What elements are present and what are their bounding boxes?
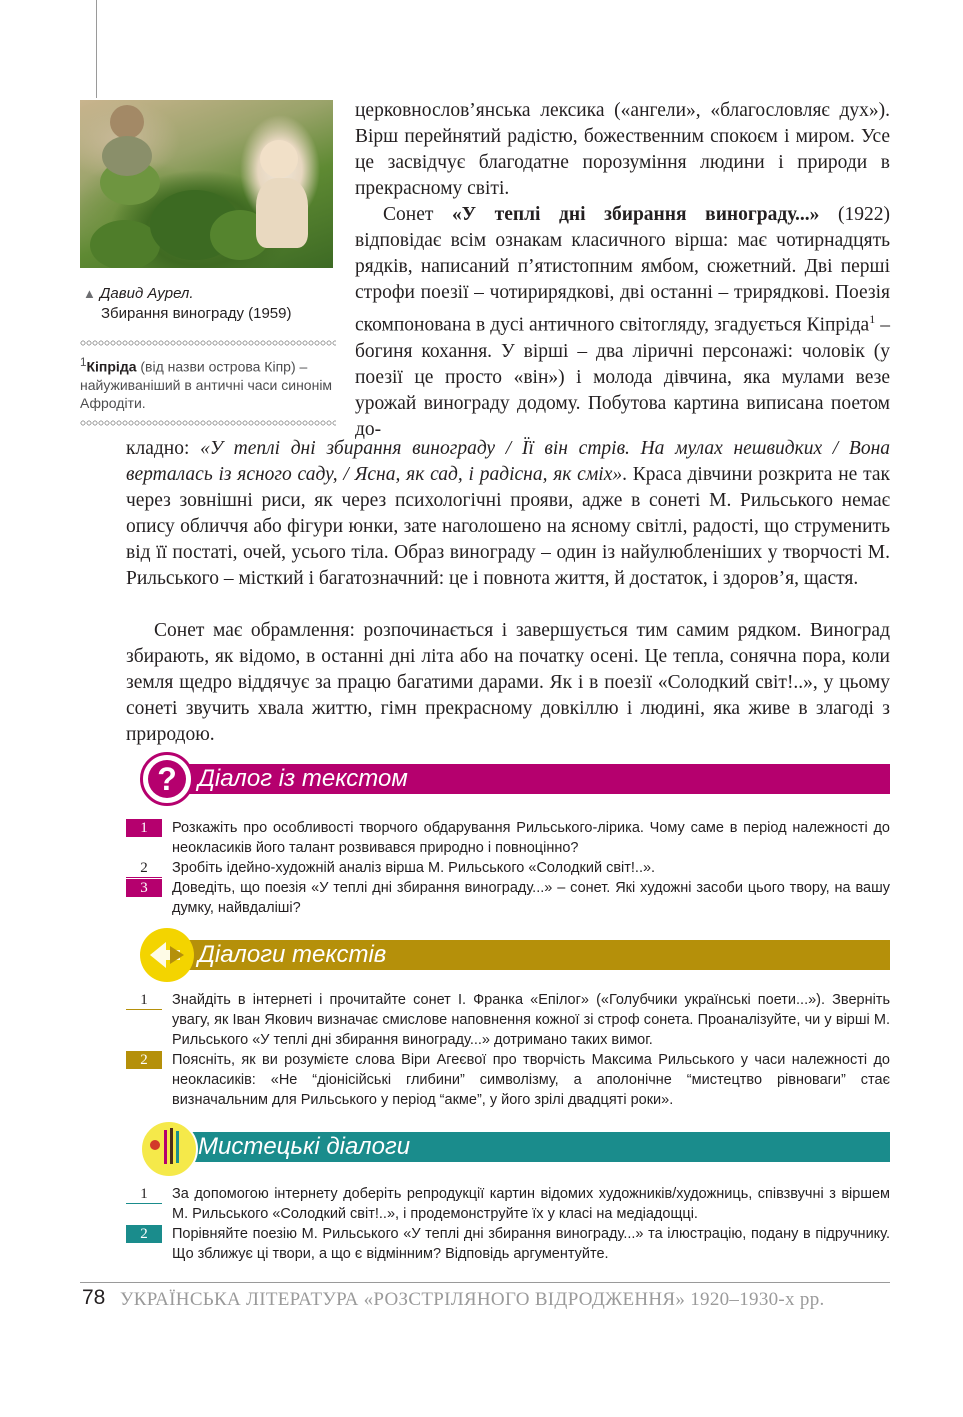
question-text: Поясніть, як ви розумієте слова Віри Агеєвої про творчість Максима Рильського у часи належності до неокласиків: «Не “діонісійські глибини” символізму, а аполонічне “мистецтво рівноваги” стає визначальним для Рильського у період “акме”, у його зрілі двадцяті роки». bbox=[172, 1052, 890, 1108]
illustration-caption bbox=[83, 284, 343, 324]
paragraph-3 bbox=[126, 436, 890, 592]
question-item bbox=[126, 818, 890, 858]
section-title: Діалог із текстом bbox=[198, 765, 408, 792]
margin-rule bbox=[96, 0, 97, 98]
question-mark-icon: ? bbox=[140, 752, 194, 806]
paragraph-2 bbox=[355, 202, 890, 443]
running-title: УКРАЇНСЬКА ЛІТЕРАТУРА «РОЗСТРІЛЯНОГО ВІДРОДЖЕННЯ» 1920–1930-х рр. bbox=[120, 1289, 825, 1310]
question-list-1 bbox=[126, 818, 890, 918]
caption-author: Давид Аурел. bbox=[99, 285, 194, 302]
p3-text-b: . Краса дівчини розкрита не так через зовнішні риси, як через психологічні прояви, адже в сонеті М. Рильського немає опису обличчя або фігури юнки, зате наголошено на ясному світлі, радості, що струменить від її постаті, очей, усього тіла. Образ винограду – один із найулюбленіших у творчості М. Рильського – місткий і багатозначний: це і повнота життя, й достаток, і здоров’я, щастя. bbox=[126, 464, 890, 589]
question-text: Зробіть ідейно-художній аналіз вірша М. Рильського «Солодкий світ!..». bbox=[172, 860, 656, 876]
p2-text-a: Сонет bbox=[383, 204, 452, 225]
triangle-up-icon: ▲ bbox=[83, 286, 96, 301]
question-text: Знайдіть в інтернеті і прочитайте сонет І. Франка «Епілог» («Голубчики українські поети...»). Зверніть увагу, як Іван Якович визначає смислове наповнення кожної зі строф сонета. Проаналізуйте, чи у вірші М. Рильського «У теплі дні збирання винограду...» дотримано таких вимог. bbox=[172, 992, 890, 1048]
question-item bbox=[126, 990, 890, 1050]
p2-text-c: – богиня кохання. У вірші – два ліричні персонажі: чоловік (у поезії це просто «він») і молода дівчина, яка мулами везе урожай винограду додому. Побутова картина виписана поетом до- bbox=[355, 314, 890, 440]
question-text: За допомогою інтернету доберіть репродукції картин відомих художників/художниць, співзвучні з віршем М. Рильського «Солодкий світ!..», і продемонструйте їх у класі на медіадощці. bbox=[172, 1186, 890, 1222]
question-item bbox=[126, 858, 890, 878]
arrows-exchange-icon bbox=[140, 928, 194, 982]
question-number: 1 bbox=[126, 819, 162, 837]
question-number: 1 bbox=[126, 991, 162, 1010]
question-item bbox=[126, 1184, 890, 1224]
painting-image bbox=[80, 100, 333, 268]
footnote bbox=[80, 354, 342, 412]
section-dialog-with-text bbox=[128, 761, 890, 797]
paragraph-4: Сонет має обрамлення: розпочинається і завершується тим самим рядком. Виноград збирають, як відомо, в останні дні літа або на початку осені. Це тепла, сонячна пора, коли земля щедро віддячує за працю багатими дарами. Як і в поезії «Солодкий світ!..», у цьому сонеті звучить хвала життю, гімн прекрасному довкіллю і людині, яка живе в злагоді з природою. bbox=[126, 620, 890, 745]
footnote-ref: 1 bbox=[869, 312, 876, 326]
p2-text-b: (1922) відповідає всім ознакам класичного вірша: має чотирнадцять рядків, написаний п’ятистопним ямбом, сюжетний. Дві перші строфи поезії – чотирирядкові, дві останні – трирядкові. Поезія скомпонована в дусі античного світогляду, згадується Кіпріда bbox=[355, 204, 890, 336]
footnote-border-top bbox=[80, 340, 336, 346]
caption-title: Збирання винограду (1959) bbox=[101, 305, 292, 322]
page-number: 78 bbox=[82, 1286, 106, 1309]
question-number: 2 bbox=[126, 1051, 162, 1069]
section-dialogs-of-texts bbox=[128, 940, 890, 970]
footnote-mark: 1 bbox=[80, 356, 87, 369]
footnote-border-bottom bbox=[80, 420, 336, 426]
question-item bbox=[126, 878, 890, 918]
section-art-dialogs bbox=[128, 1132, 890, 1162]
question-item bbox=[126, 1224, 890, 1264]
footer-rule bbox=[80, 1282, 890, 1283]
sonnet-title: «У теплі дні збирання винограду...» bbox=[451, 204, 820, 225]
question-item bbox=[126, 1050, 890, 1110]
question-number: 1 bbox=[126, 1185, 162, 1204]
question-text: Розкажіть про особливості творчого обдарування Рильського-лірика. Чому саме в період належності до неокласиків його талант розвивався природно і повноцінно? bbox=[172, 820, 890, 856]
question-list-3 bbox=[126, 1184, 890, 1264]
question-number: 2 bbox=[126, 1225, 162, 1243]
sonnet-quote: «У теплі дні збирання винограду / Її він стрів. На мулах нешвидких / Вона верталась із ясного саду, / Ясна, як сад, і радісна, як сміх» bbox=[126, 438, 890, 485]
question-text: Порівняйте поезію М. Рильського «У теплі дні збирання винограду...» та ілюстрацію, подану в підручнику. Що зближує ці твори, а що є відмінним? Відповідь аргументуйте. bbox=[172, 1226, 890, 1262]
footnote-text: (від назви острова Кіпр) – найуживаніший в античні часи синонім Афродіти. bbox=[80, 358, 333, 411]
p3-text-a: кладно: bbox=[126, 438, 201, 459]
question-list-2 bbox=[126, 990, 890, 1110]
palette-brushes-icon bbox=[140, 1120, 198, 1178]
question-text: Доведіть, що поезія «У теплі дні збирання винограду...» – сонет. Які художні засоби цього твору, на вашу думку, найвдаліші? bbox=[172, 880, 890, 916]
question-number: 3 bbox=[126, 879, 162, 897]
section-title: Діалоги текстів bbox=[198, 941, 387, 968]
question-number: 2 bbox=[126, 859, 162, 878]
paragraph-1: церковнослов’янська лексика («ангели», «благословляє дух»). Вірш перейнятий радістю, божественним спокоєм і миром. Усе це засвідчує благодатне порозуміння людини і природи в прекрасному світі. bbox=[355, 100, 890, 199]
footnote-term: Кіпріда bbox=[86, 358, 137, 375]
section-title: Мистецькі діалоги bbox=[198, 1133, 411, 1160]
